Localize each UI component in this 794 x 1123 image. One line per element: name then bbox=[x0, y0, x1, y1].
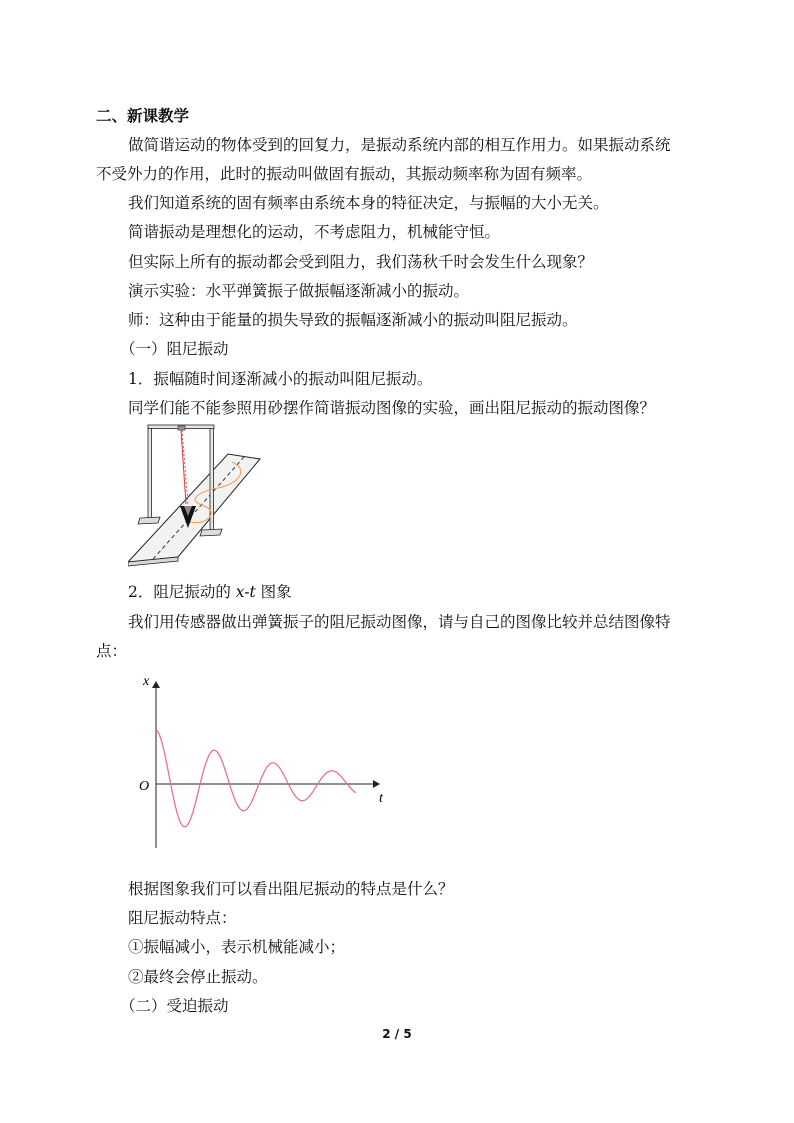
paragraph-teacher-definition: 师：这种由于能量的损失导致的振幅逐渐减小的振动叫阻尼振动。 bbox=[128, 311, 578, 329]
section-heading: 二、新课教学 bbox=[96, 106, 190, 125]
x-axis-label: t bbox=[379, 791, 383, 806]
item-1-definition: 1．振幅随时间逐渐减小的振动叫阻尼振动。 bbox=[128, 370, 433, 388]
origin-label: O bbox=[139, 779, 150, 794]
question-sand-pendulum: 同学们能不能参照用砂摆作简谐振动图像的实验，画出阻尼振动的振动图像？ bbox=[128, 399, 656, 417]
feature-2: ②最终会停止振动。 bbox=[128, 968, 268, 986]
item-2-variable: x-t bbox=[235, 583, 256, 601]
damped-curve bbox=[156, 730, 356, 827]
sand-pendulum-illustration bbox=[128, 422, 268, 567]
item-2-prefix: 2．阻尼振动的 bbox=[128, 583, 236, 601]
features-title: 阻尼振动特点： bbox=[128, 909, 237, 927]
paragraph-sensor-line2: 点： bbox=[96, 642, 128, 660]
paragraph-natural-frequency: 我们知道系统的固有频率由系统本身的特征决定，与振幅的大小无关。 bbox=[128, 194, 609, 212]
paragraph-simple-harmonic: 简谐振动是理想化的运动，不考虑阻力，机械能守恒。 bbox=[128, 223, 501, 241]
paragraph-demo-experiment: 演示实验：水平弹簧振子做振幅逐渐减小的振动。 bbox=[128, 282, 470, 300]
page-number: 2 / 5 bbox=[382, 1027, 412, 1041]
damped-vibration-graph bbox=[135, 670, 395, 850]
y-axis-label: x bbox=[143, 674, 150, 689]
question-characteristics: 根据图象我们可以看出阻尼振动的特点是什么？ bbox=[128, 880, 454, 898]
subsection-forced-vibration: （二）受迫振动 bbox=[120, 997, 229, 1015]
paragraph-natural-vibration-line2: 不受外力的作用，此时的振动叫做固有振动，其振动频率称为固有频率。 bbox=[96, 165, 593, 183]
paragraph-natural-vibration-line1: 做简谐运动的物体受到的回复力，是振动系统内部的相互作用力。如果振动系统 bbox=[128, 136, 671, 154]
item-2-heading bbox=[128, 582, 292, 602]
item-2-suffix: 图象 bbox=[255, 583, 292, 601]
paragraph-sensor-line1: 我们用传感器做出弹簧振子的阻尼振动图像，请与自己的图像比较并总结图像特 bbox=[128, 613, 671, 631]
feature-1: ①振幅减小，表示机械能减小； bbox=[128, 938, 346, 956]
subsection-damped-vibration: （一）阻尼振动 bbox=[120, 340, 229, 358]
paragraph-resistance-question: 但实际上所有的振动都会受到阻力，我们荡秋千时会发生什么现象？ bbox=[128, 253, 594, 271]
